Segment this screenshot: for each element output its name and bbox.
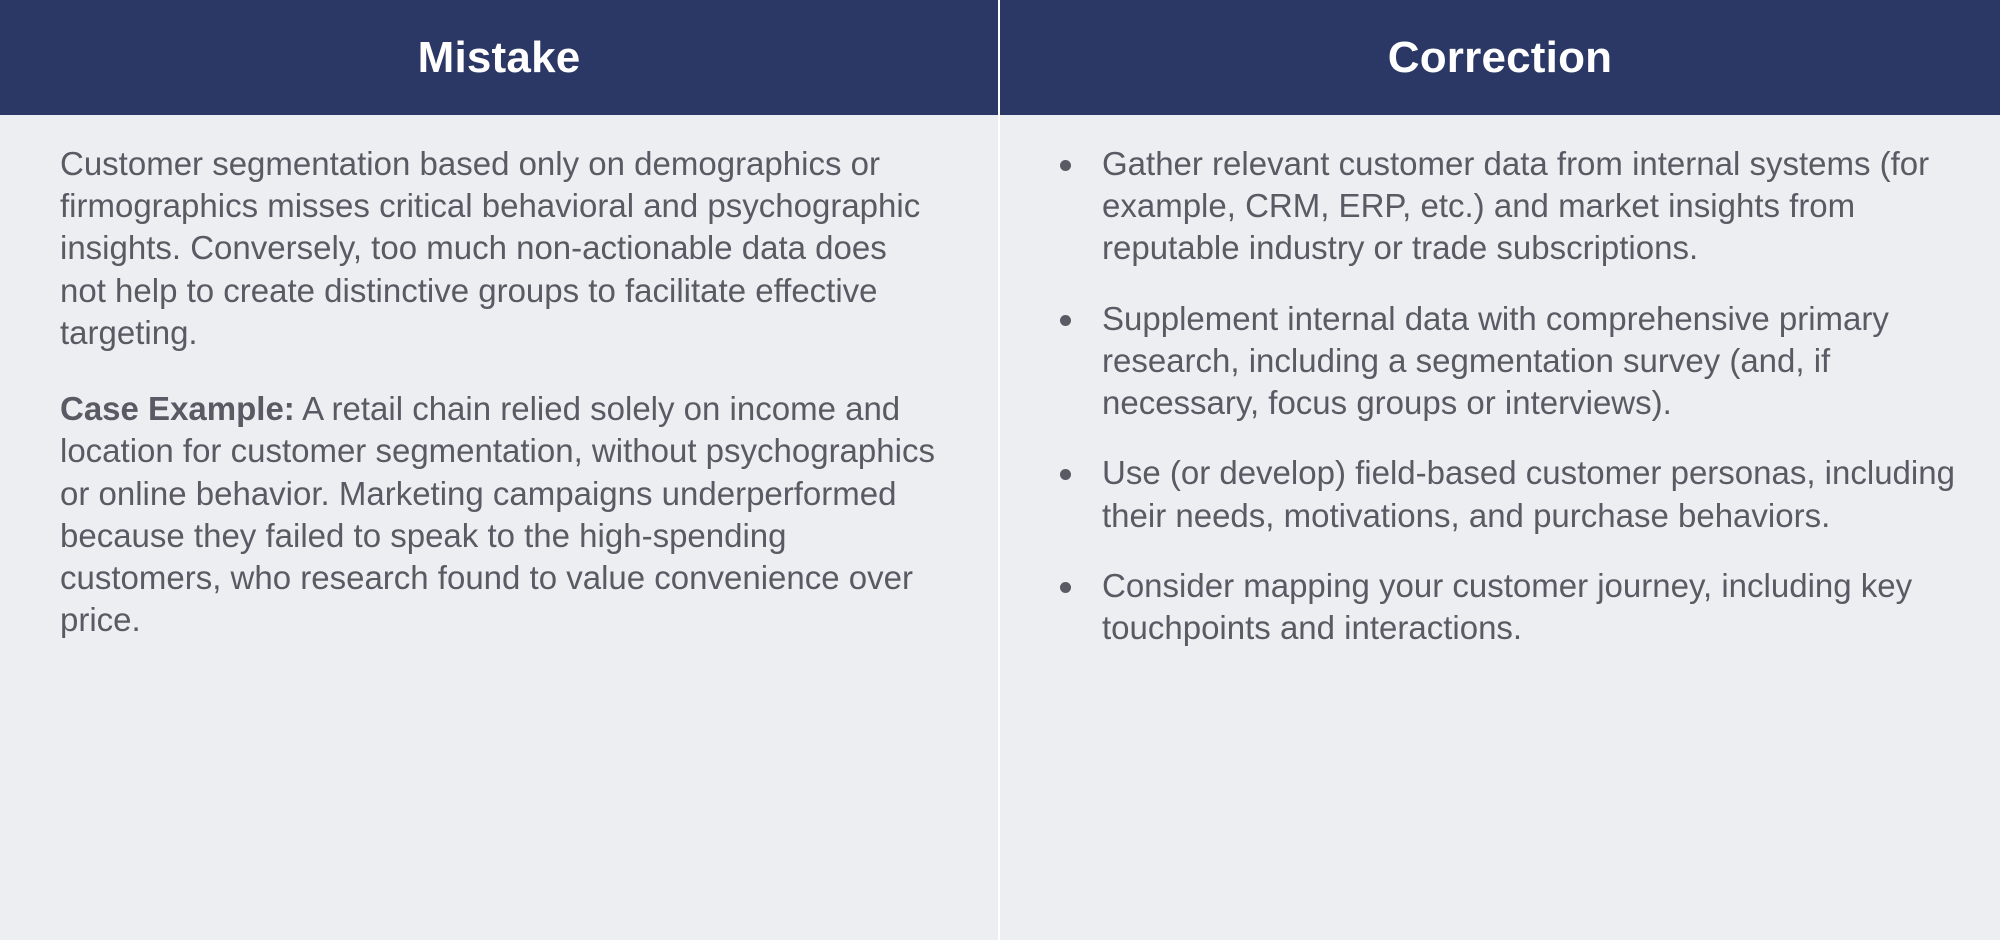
bullet-dot-icon bbox=[1060, 582, 1071, 593]
list-item bbox=[1054, 298, 1964, 425]
mistake-paragraph-1-text: Customer segmentation based only on demographics or firmographics misses critical behavioral and psychographic insights. Conversely, too much non-actionable data does not help to create distinctive groups to facilitate effective targeting. bbox=[60, 145, 921, 351]
list-item-text: Gather relevant customer data from internal systems (for example, CRM, ERP, etc.) and market insights from reputable industry or trade subscriptions. bbox=[1102, 145, 1930, 267]
column-header-correction bbox=[1000, 0, 2000, 115]
mistake-paragraph-1 bbox=[60, 143, 938, 354]
table-body-row bbox=[0, 115, 2000, 940]
column-header-mistake bbox=[0, 0, 1000, 115]
list-item bbox=[1054, 565, 1964, 649]
correction-cell bbox=[1000, 115, 2000, 940]
mistake-paragraph-2 bbox=[60, 388, 938, 641]
correction-bullet-list bbox=[1054, 143, 1964, 649]
list-item bbox=[1054, 143, 1964, 270]
bullet-dot-icon bbox=[1060, 315, 1071, 326]
case-example-label: Case Example: bbox=[60, 390, 295, 428]
bullet-dot-icon bbox=[1060, 469, 1071, 480]
bullet-dot-icon bbox=[1060, 160, 1071, 171]
mistake-paragraph-2-text: A retail chain relied solely on income and location for customer segmentation, without psychographics or online behavior. Marketing campaigns underperformed because they failed to speak to the high-spending customers, who research found to value convenience over price. bbox=[60, 390, 935, 639]
column-header-mistake-label: Mistake bbox=[417, 32, 581, 82]
mistake-cell bbox=[0, 115, 1000, 940]
column-header-correction-label: Correction bbox=[1387, 32, 1613, 82]
list-item-text: Supplement internal data with comprehensive primary research, including a segmentation survey (and, if necessary, focus groups or interviews). bbox=[1102, 299, 1889, 422]
list-item bbox=[1054, 452, 1964, 536]
list-item-text: Use (or develop) field-based customer personas, including their needs, motivations, and purchase behaviors. bbox=[1102, 454, 1955, 534]
table-header-row bbox=[0, 0, 2000, 115]
list-item-text: Consider mapping your customer journey, including key touchpoints and interactions. bbox=[1102, 566, 1913, 647]
